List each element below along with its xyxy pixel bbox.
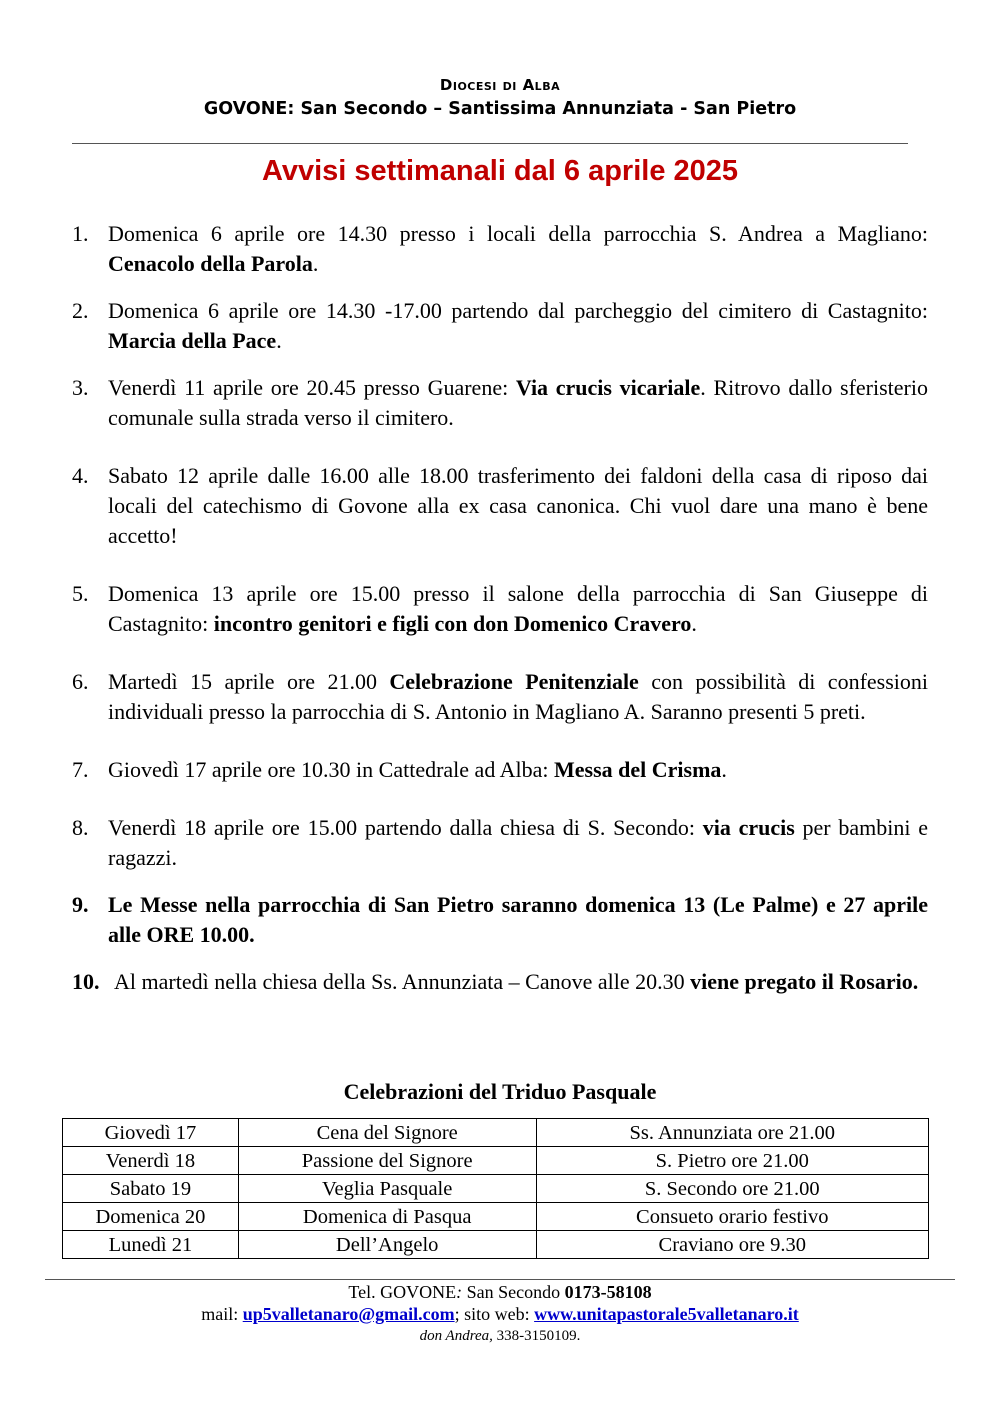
page-title: Avvisi settimanali dal 6 aprile 2025	[261, 155, 739, 187]
table-cell-celebration: Veglia Pasquale	[238, 1175, 536, 1203]
notice-item	[72, 373, 928, 433]
table-cell-place-time: Ss. Annunziata ore 21.00	[536, 1119, 929, 1147]
notice-text-end: con possibilità di confessioni individuali presso la parrocchia di S. Antonio in Magliano A. Saranno presenti 5 preti.	[108, 669, 929, 724]
notices-list	[72, 219, 928, 997]
table-cell-celebration: Dell’Angelo	[238, 1231, 536, 1259]
footer-contact-person	[0, 1325, 1000, 1347]
table-cell-place-time: S. Secondo ore 21.00	[536, 1175, 929, 1203]
table-row	[63, 1231, 929, 1259]
table-cell-day: Sabato 19	[63, 1175, 239, 1203]
table-row	[63, 1147, 929, 1175]
website-link[interactable]: www.unitapastorale5valletanaro.it	[534, 1304, 799, 1324]
notice-text-end: .	[721, 757, 727, 782]
notice-number: 2.	[72, 298, 89, 323]
notice-text: Giovedì 17 aprile ore 10.30 in Cattedrale ad Alba:	[108, 757, 554, 782]
table-cell-day: Lunedì 21	[63, 1231, 239, 1259]
footer-contacts-line	[0, 1303, 1000, 1325]
notice-item	[72, 296, 928, 356]
notice-highlight: Marcia della Pace	[108, 328, 277, 353]
table-row	[63, 1203, 929, 1231]
triduo-table-title: Celebrazioni del Triduo Pasquale	[343, 1079, 657, 1104]
document-header	[0, 74, 1000, 122]
notice-text: Sabato 12 aprile dalle 16.00 alle 18.00 trasferimento dei faldoni della casa di riposo dai locali del catechismo di Govone alla ex casa canonica. Chi vuol dare una mano è bene accetto!	[108, 463, 928, 548]
table-row	[63, 1119, 929, 1147]
notice-item	[72, 219, 928, 279]
notice-text: Domenica 6 aprile ore 14.30 -17.00 partendo dal parcheggio del cimitero di Castagnito:	[108, 298, 928, 323]
notice-number: 9.	[72, 892, 89, 917]
table-cell-day: Giovedì 17	[63, 1119, 239, 1147]
table-cell-celebration: Domenica di Pasqua	[238, 1203, 536, 1231]
table-cell-place-time: Consueto orario festivo	[536, 1203, 929, 1231]
notice-text: Venerdì 18 aprile ore 15.00 partendo dalla chiesa di S. Secondo:	[108, 815, 703, 840]
notice-item	[72, 890, 928, 950]
notice-item	[72, 813, 928, 873]
notice-text: Le Messe nella parrocchia di San Pietro saranno domenica 13 (Le Palme) e 27 aprile alle ORE 10.00.	[108, 892, 928, 947]
footer-mail-label: mail:	[201, 1304, 243, 1324]
footer-contact-name: don Andrea,	[419, 1328, 493, 1344]
notice-number: 3.	[72, 375, 89, 400]
notice-item	[72, 755, 928, 785]
footer-phone-line	[0, 1281, 1000, 1303]
footer-web-label: ; sito web:	[454, 1304, 535, 1324]
table-row	[63, 1175, 929, 1203]
table-cell-place-time: S. Pietro ore 21.00	[536, 1147, 929, 1175]
notice-highlight: Messa del Crisma	[553, 757, 722, 782]
notice-text: Venerdì 11 aprile ore 20.45 presso Guarene:	[108, 375, 516, 400]
notice-text-end: .	[312, 251, 319, 276]
diocese-name: Diocesi di Alba	[439, 76, 561, 94]
footer-contact-phone: 338-3150109.	[492, 1328, 581, 1344]
table-cell-celebration: Cena del Signore	[238, 1119, 536, 1147]
table-cell-place-time: Craviano ore 9.30	[536, 1231, 929, 1259]
notice-number: 8.	[72, 815, 89, 840]
parishes-line: GOVONE: San Secondo – Santissima Annunziata - San Pietro	[203, 99, 797, 119]
notice-text-end: . Ritrovo dallo sferisterio comunale sulla strada verso il cimitero.	[108, 375, 928, 430]
footer-tel-label: Tel. GOVONE	[348, 1282, 457, 1302]
notice-item	[72, 461, 928, 551]
notice-number: 4.	[72, 463, 89, 488]
notice-text-end: .	[276, 328, 282, 353]
triduo-table	[62, 1118, 929, 1259]
footer-tel-colon: :	[456, 1282, 463, 1302]
page-footer	[0, 1281, 1000, 1347]
notice-highlight: Cenacolo della Parola	[108, 251, 313, 276]
notice-highlight: via crucis	[702, 815, 795, 840]
notice-highlight: incontro genitori e figli con don Domenico Cravero	[213, 611, 692, 636]
notice-text: Martedì 15 aprile ore 21.00	[108, 669, 390, 694]
notice-highlight: Celebrazione Penitenziale	[389, 669, 639, 694]
notice-text: Al martedì nella chiesa della Ss. Annunziata – Canove alle 20.30	[114, 969, 691, 994]
notice-number: 6.	[72, 669, 89, 694]
table-cell-day: Venerdì 18	[63, 1147, 239, 1175]
notice-text-end: per bambini e ragazzi.	[108, 815, 928, 870]
notice-item	[72, 967, 928, 997]
footer-tel-place: San Secondo	[462, 1282, 565, 1302]
notice-number: 10.	[72, 969, 100, 994]
notice-number: 5.	[72, 581, 89, 606]
header-divider	[72, 143, 908, 144]
notice-number: 1.	[72, 221, 89, 246]
footer-divider	[45, 1279, 955, 1280]
footer-tel-number: 0173-58108	[564, 1282, 652, 1302]
notice-highlight: Via crucis vicariale	[515, 375, 701, 400]
notice-item	[72, 579, 928, 639]
notice-text-end: .	[691, 611, 697, 636]
notice-text: Domenica 13 aprile ore 15.00 presso il salone della parrocchia di San Giuseppe di Castagnito:	[108, 581, 928, 636]
email-link[interactable]: up5valletanaro@gmail.com	[242, 1304, 455, 1324]
notice-highlight: viene pregato il Rosario.	[690, 969, 919, 994]
notice-number: 7.	[72, 757, 89, 782]
notice-item	[72, 667, 928, 727]
notice-text: Domenica 6 aprile ore 14.30 presso i locali della parrocchia S. Andrea a Magliano:	[108, 221, 928, 246]
table-cell-day: Domenica 20	[63, 1203, 239, 1231]
table-cell-celebration: Passione del Signore	[238, 1147, 536, 1175]
